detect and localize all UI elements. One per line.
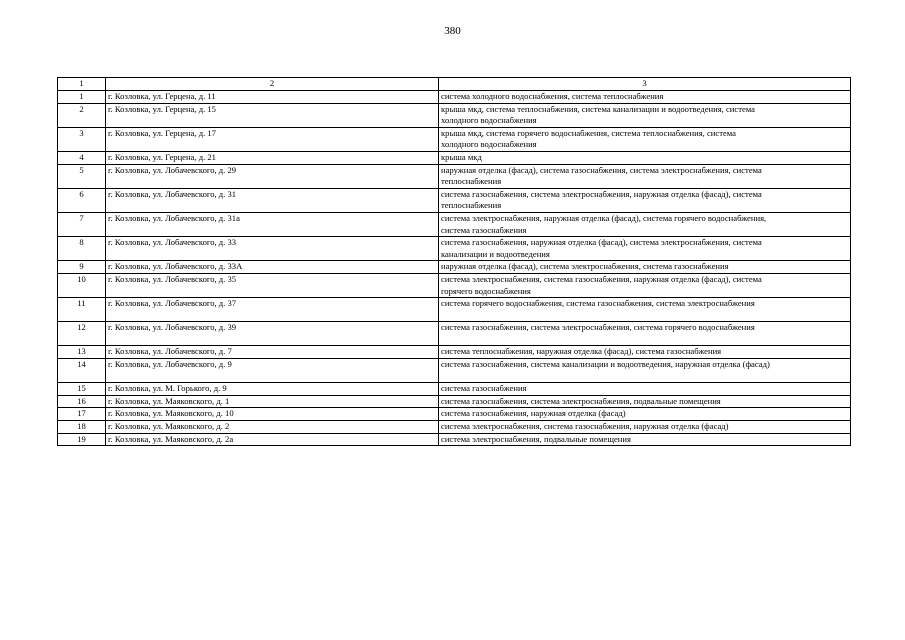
- table-row: [58, 237, 851, 261]
- systems-line: система горячего водоснабжения, система газоснабжения, система электроснабжения: [441, 298, 755, 309]
- repair-systems: [439, 91, 851, 104]
- systems-line: система электроснабжения, система газоснабжения, наружная отделка (фасад): [441, 421, 729, 432]
- systems-line: система электроснабжения, система газоснабжения, наружная отделка (фасад), система: [441, 273, 762, 284]
- building-address: г. Козловка, ул. Герцена, д. 15: [106, 103, 439, 127]
- building-address: г. Козловка, ул. Маяковского, д. 2: [106, 421, 439, 434]
- systems-line: система электроснабжения, подвальные помещения: [441, 433, 631, 444]
- row-number: 15: [58, 383, 106, 396]
- systems-line: канализации и водоотведения: [441, 248, 550, 259]
- row-number: 12: [58, 322, 106, 346]
- repair-systems: [439, 322, 851, 346]
- table-row: [58, 188, 851, 212]
- table-row: [58, 408, 851, 421]
- systems-line: холодного водоснабжения: [441, 139, 537, 150]
- table-row: [58, 273, 851, 297]
- systems-line: система газоснабжения, наружная отделка (фасад): [441, 408, 626, 419]
- repair-systems: [439, 188, 851, 212]
- repair-systems: [439, 127, 851, 151]
- repair-systems: [439, 237, 851, 261]
- row-number: 6: [58, 188, 106, 212]
- buildings-table: [57, 77, 851, 446]
- table-row: [58, 395, 851, 408]
- repair-systems: [439, 298, 851, 322]
- building-address: г. Козловка, ул. Лобачевского, д. 31а: [106, 212, 439, 236]
- table-row: [58, 421, 851, 434]
- row-number: 14: [58, 359, 106, 383]
- row-number: 13: [58, 346, 106, 359]
- systems-line: крыша мкд, система теплоснабжения, система канализации и водоотведения, система: [441, 103, 755, 114]
- building-address: г. Козловка, ул. Маяковского, д. 10: [106, 408, 439, 421]
- repair-systems: [439, 151, 851, 164]
- building-address: г. Козловка, ул. Лобачевского, д. 7: [106, 346, 439, 359]
- row-number: 1: [58, 91, 106, 104]
- row-number: 11: [58, 298, 106, 322]
- column-header-address: 2: [106, 78, 439, 91]
- repair-systems: [439, 383, 851, 396]
- systems-line: теплоснабжения: [441, 200, 502, 211]
- systems-line: система электроснабжения, наружная отделка (фасад), система горячего водоснабжения,: [441, 212, 767, 223]
- systems-line: горячего водоснабжения: [441, 285, 531, 296]
- table-row: [58, 346, 851, 359]
- table-row: [58, 212, 851, 236]
- building-address: г. Козловка, ул. Лобачевского, д. 33: [106, 237, 439, 261]
- repair-systems: [439, 408, 851, 421]
- repair-systems: [439, 164, 851, 188]
- table-row: [58, 151, 851, 164]
- repair-systems: [439, 212, 851, 236]
- systems-line: система холодного водоснабжения, система теплоснабжения: [441, 91, 664, 101]
- building-address: г. Козловка, ул. Лобачевского, д. 35: [106, 273, 439, 297]
- row-number: 5: [58, 164, 106, 188]
- building-address: г. Козловка, ул. Герцена, д. 21: [106, 151, 439, 164]
- row-number: 9: [58, 261, 106, 274]
- repair-systems: [439, 261, 851, 274]
- page-number: 380: [444, 25, 461, 37]
- row-number: 18: [58, 421, 106, 434]
- row-number: 7: [58, 212, 106, 236]
- building-address: г. Козловка, ул. Маяковского, д. 2а: [106, 433, 439, 446]
- systems-line: наружная отделка (фасад), система газоснабжения, система электроснабжения, система: [441, 164, 762, 175]
- systems-line: система теплоснабжения, наружная отделка (фасад), система газоснабжения: [441, 346, 722, 357]
- repair-systems: [439, 433, 851, 446]
- column-header-systems: 3: [439, 78, 851, 91]
- table-header-row: [58, 78, 851, 91]
- systems-line: крыша мкд, система горячего водоснабжения, система теплоснабжения, система: [441, 127, 736, 138]
- table-row: [58, 298, 851, 322]
- building-address: г. Козловка, ул. М. Горького, д. 9: [106, 383, 439, 396]
- systems-line: система газоснабжения, наружная отделка (фасад), система электроснабжения, система: [441, 237, 762, 248]
- repair-systems: [439, 359, 851, 383]
- row-number: 16: [58, 395, 106, 408]
- column-header-number: 1: [58, 78, 106, 91]
- building-address: г. Козловка, ул. Герцена, д. 17: [106, 127, 439, 151]
- building-address: г. Козловка, ул. Маяковского, д. 1: [106, 395, 439, 408]
- row-number: 3: [58, 127, 106, 151]
- row-number: 19: [58, 433, 106, 446]
- table-row: [58, 127, 851, 151]
- table-row: [58, 322, 851, 346]
- systems-line: крыша мкд: [441, 151, 482, 162]
- building-address: г. Козловка, ул. Лобачевского, д. 29: [106, 164, 439, 188]
- building-address: г. Козловка, ул. Лобачевского, д. 31: [106, 188, 439, 212]
- table-row: [58, 261, 851, 274]
- systems-line: [441, 371, 848, 383]
- systems-line: система газоснабжения, система электроснабжения, подвальные помещения: [441, 395, 721, 406]
- systems-line: теплоснабжения: [441, 176, 502, 187]
- systems-line: система газоснабжения, система канализации и водоотведения, наружная отделка (фасад): [441, 359, 770, 370]
- repair-systems: [439, 395, 851, 408]
- table-row: [58, 91, 851, 104]
- table-row: [58, 383, 851, 396]
- building-address: г. Козловка, ул. Лобачевского, д. 39: [106, 322, 439, 346]
- repair-systems: [439, 346, 851, 359]
- systems-line: холодного водоснабжения: [441, 115, 537, 126]
- row-number: 17: [58, 408, 106, 421]
- repair-systems: [439, 103, 851, 127]
- systems-line: система газоснабжения, система электроснабжения, наружная отделка (фасад), система: [441, 188, 762, 199]
- row-number: 4: [58, 151, 106, 164]
- systems-line: система газоснабжения: [441, 224, 527, 235]
- building-address: г. Козловка, ул. Герцена, д. 11: [106, 91, 439, 104]
- systems-line: система газоснабжения, система электроснабжения, система горячего водоснабжения: [441, 322, 755, 333]
- systems-line: наружная отделка (фасад), система электроснабжения, система газоснабжения: [441, 261, 729, 272]
- repair-systems: [439, 421, 851, 434]
- building-address: г. Козловка, ул. Лобачевского, д. 37: [106, 298, 439, 322]
- row-number: 2: [58, 103, 106, 127]
- building-address: г. Козловка, ул. Лобачевского, д. 9: [106, 359, 439, 383]
- systems-line: система газоснабжения: [441, 383, 527, 394]
- table-row: [58, 359, 851, 383]
- systems-line: [441, 310, 848, 322]
- row-number: 8: [58, 237, 106, 261]
- repair-systems: [439, 273, 851, 297]
- row-number: 10: [58, 273, 106, 297]
- systems-line: [441, 334, 848, 346]
- table-row: [58, 103, 851, 127]
- table-row: [58, 433, 851, 446]
- table-row: [58, 164, 851, 188]
- building-address: г. Козловка, ул. Лобачевского, д. 33А: [106, 261, 439, 274]
